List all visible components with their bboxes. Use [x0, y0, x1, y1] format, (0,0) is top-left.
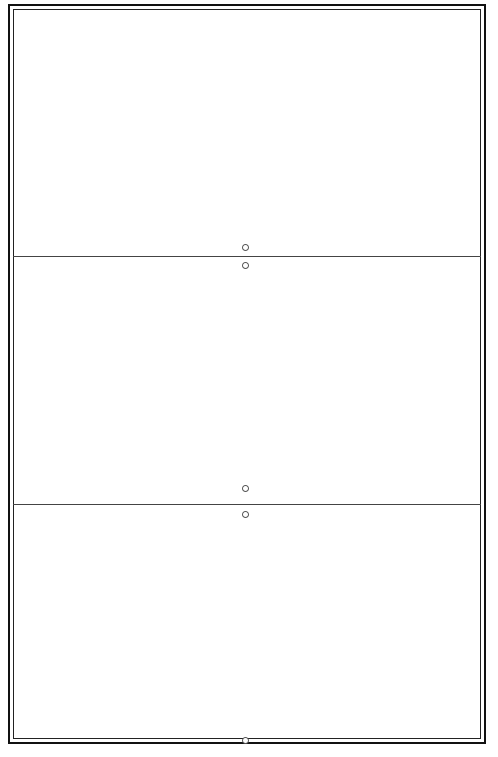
panel-bottom — [14, 512, 480, 744]
panel-top — [14, 14, 480, 252]
section-divider-1 — [13, 256, 481, 257]
section-divider-2 — [13, 504, 481, 505]
panel-middle — [14, 262, 480, 500]
